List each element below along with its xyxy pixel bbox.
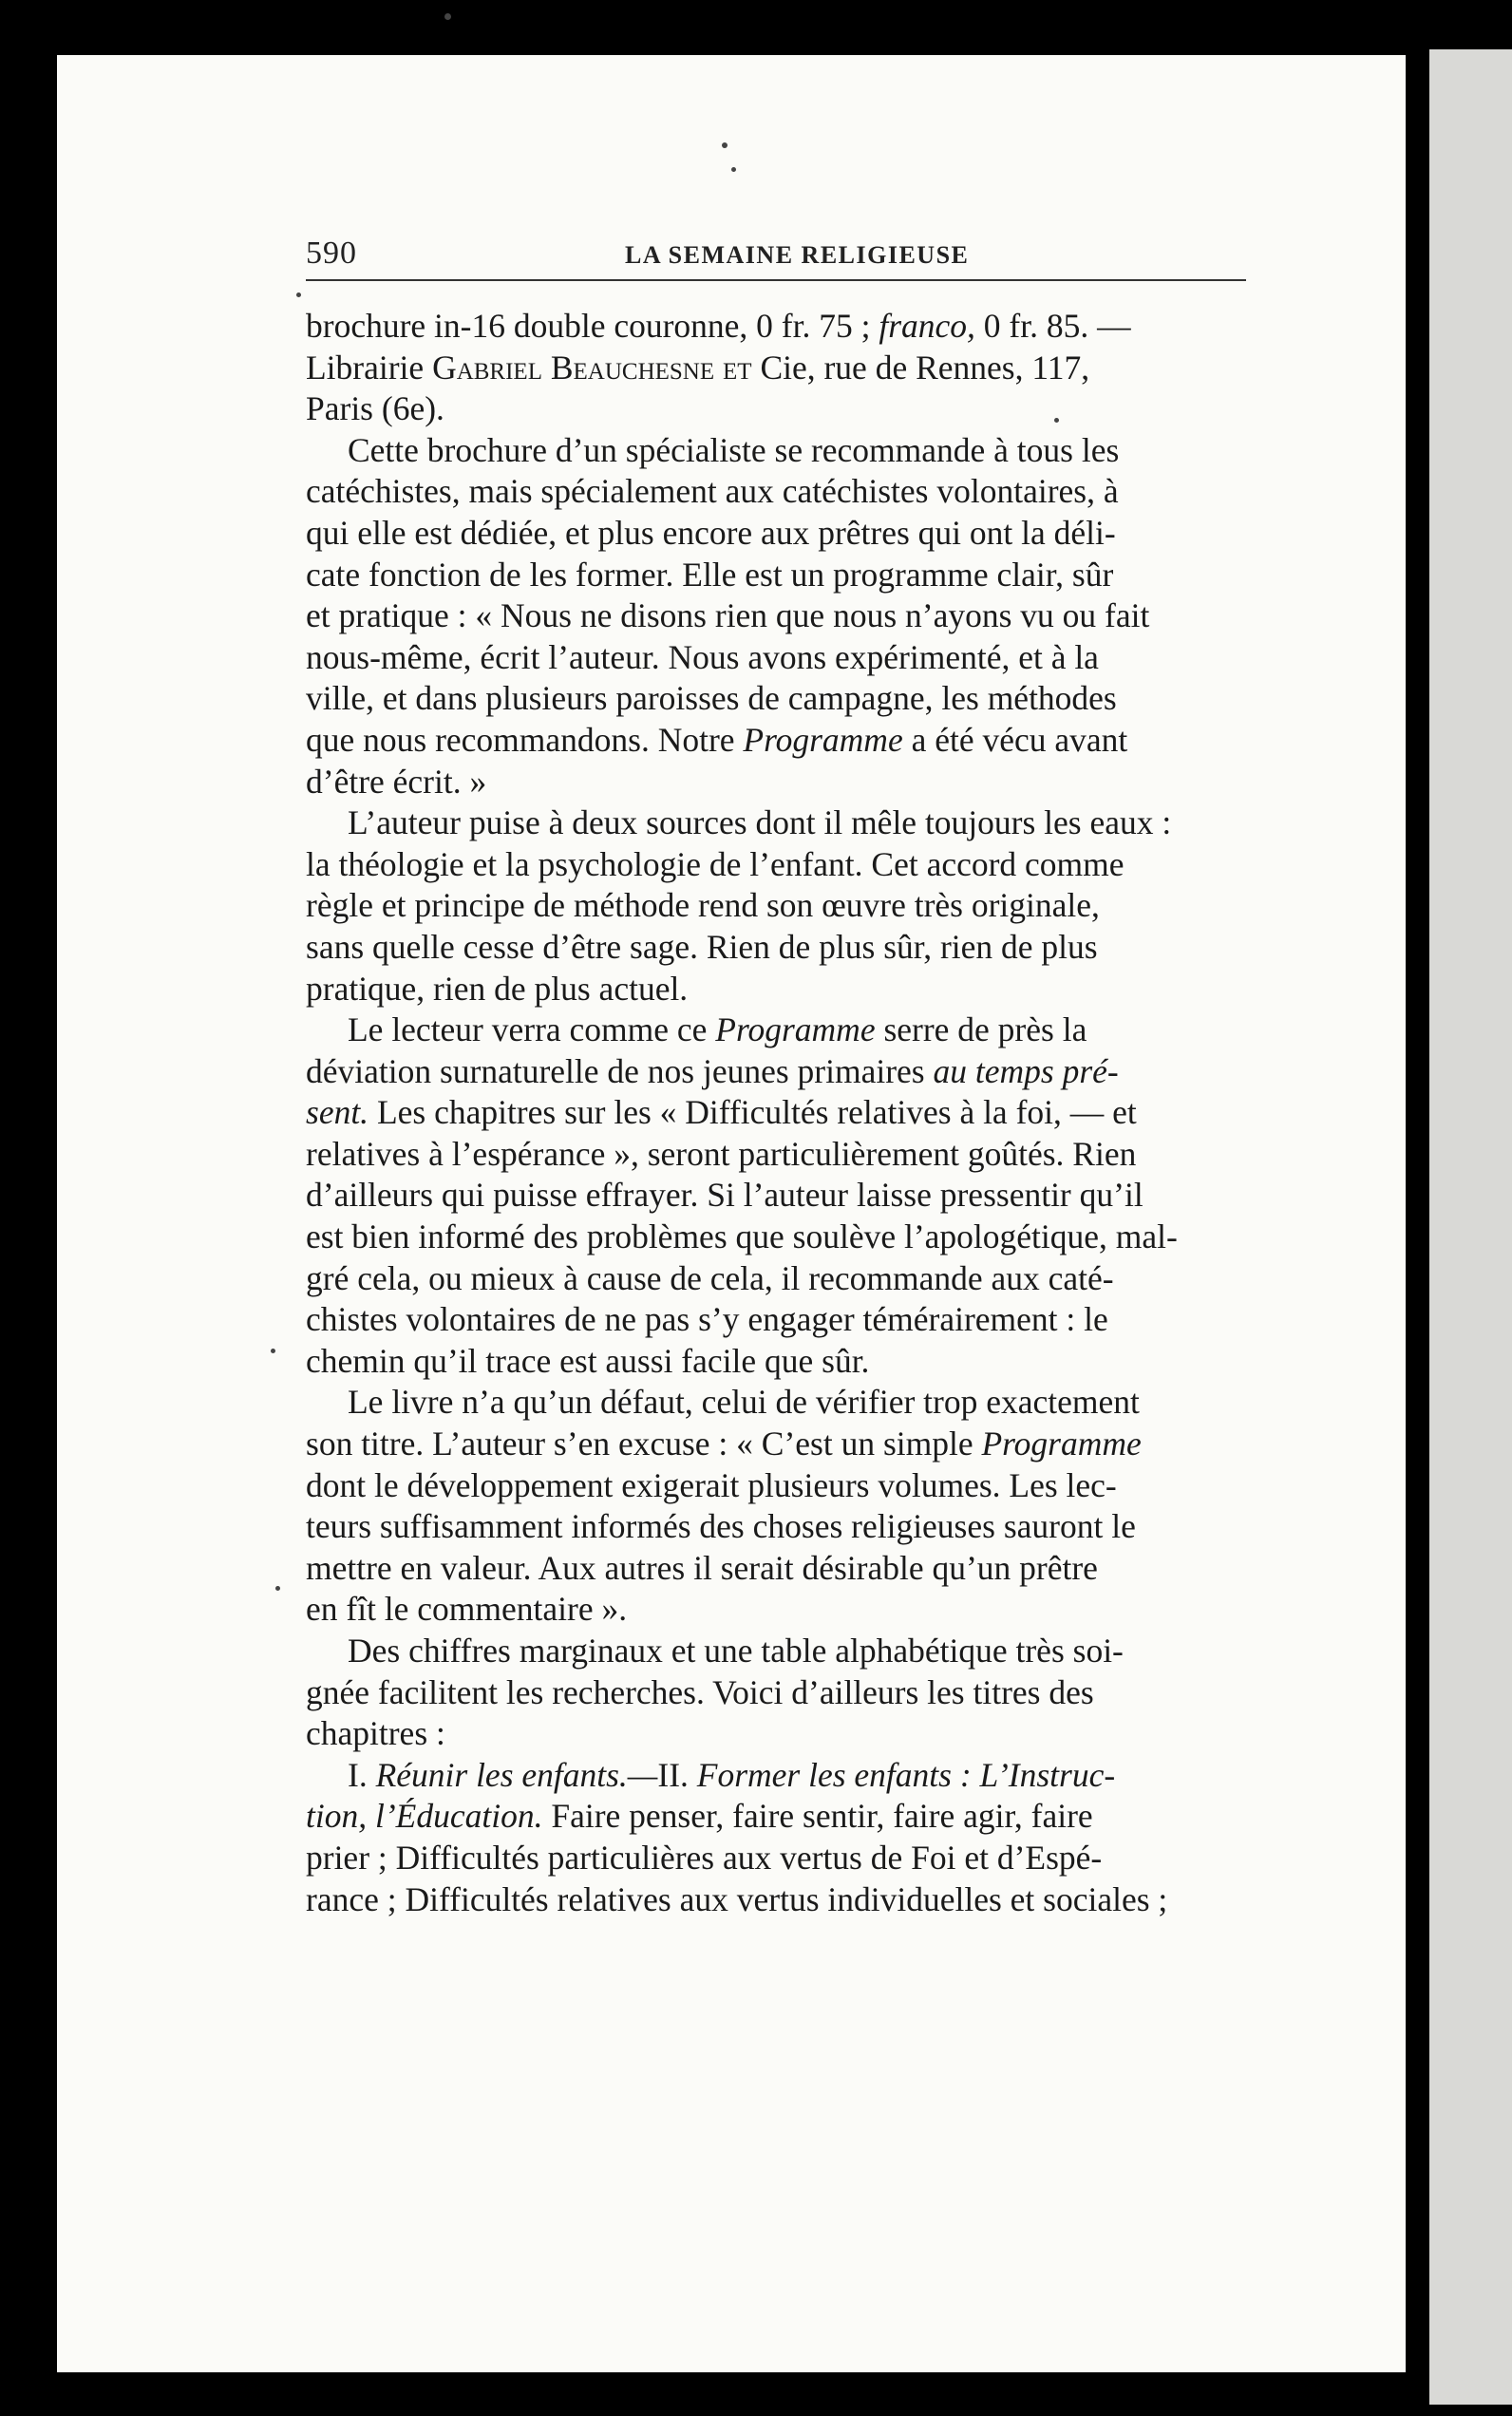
facing-page-edge [1429,49,1512,2405]
text-line: d’ailleurs qui puisse effrayer. Si l’auteur laisse pressentir qu’il [306,1176,1143,1215]
paragraph-defect [306,1382,1265,1631]
text-line: son titre. L’auteur s’en excuse : « C’est un simple Programme [306,1425,1142,1463]
text-line: est bien informé des problèmes que soulève l’apologétique, mal- [306,1217,1178,1256]
text-line: nous-même, écrit l’auteur. Nous avons expérimenté, et à la [306,637,1099,676]
text-line: d’être écrit. » [306,762,487,801]
header-rule [306,279,1246,281]
text-line: gnée facilitent les recherches. Voici d’ailleurs les titres des [306,1672,1094,1711]
text-line: prier ; Difficultés particulières aux vertus de Foi et d’Espé- [306,1838,1103,1877]
text-line: L’auteur puise à deux sources dont il mêle toujours les eaux : [348,803,1172,842]
paragraph-index [306,1631,1265,1755]
text-line: chemin qu’il trace est aussi facile que sûr. [306,1341,870,1380]
text-line: et pratique : « Nous ne disons rien que nous n’ayons vu ou fait [306,596,1150,635]
paragraph-reader [306,1010,1265,1382]
text-line: règle et principe de méthode rend son œuvre très originale, [306,886,1100,925]
text-line: Cette brochure d’un spécialiste se recommande à tous les [348,430,1120,469]
text-line: rance ; Difficultés relatives aux vertus individuelles et sociales ; [306,1879,1168,1918]
text-line: relatives à l’espérance », seront particulièrement goûtés. Rien [306,1134,1137,1173]
text-line: sent. Les chapitres sur les « Difficultés relatives à la foi, — et [306,1093,1137,1132]
page-number: 590 [306,236,357,271]
paragraph-sources [306,802,1265,1010]
text-line: en fît le commentaire ». [306,1590,628,1629]
text-line: que nous recommandons. Notre Programme a été vécu avant [306,720,1128,759]
text-line: dont le développement exigerait plusieurs volumes. Les lec- [306,1465,1117,1504]
text-line: Librairie Gabriel Beauchesne et Cie, rue de Rennes, 117, [306,348,1090,387]
text-line: déviation surnaturelle de nos jeunes primaires au temps pré- [306,1051,1119,1090]
text-line: la théologie et la psychologie de l’enfant. Cet accord comme [306,844,1125,883]
text-line: Le lecteur verra comme ce Programme serre de près la [348,1010,1087,1049]
text-line: catéchistes, mais spécialement aux catéchistes volontaires, à [306,472,1119,511]
text-line: teurs suffisamment informés des choses religieuses sauront le [306,1507,1136,1546]
paragraph-review-intro [306,430,1265,802]
text-line: chistes volontaires de ne pas s’y engager témérairement : le [306,1300,1108,1339]
text-line: Paris (6e). [306,389,444,428]
text-line: I. Réunir les enfants.—II. Former les enfants : L’Instruc- [348,1755,1116,1794]
running-title: LA SEMAINE RELIGIEUSE [625,241,970,269]
text-line: chapitres : [306,1714,445,1753]
text-line: ville, et dans plusieurs paroisses de campagne, les méthodes [306,679,1117,718]
text-line: Des chiffres marginaux et une table alphabétique très soi- [348,1632,1124,1670]
text-line: gré cela, ou mieux à cause de cela, il recommande aux caté- [306,1258,1114,1297]
text-line: Le livre n’a qu’un défaut, celui de vérifier trop exactement [348,1383,1140,1422]
paragraph-publication-details [306,306,1265,430]
text-line: sans quelle cesse d’être sage. Rien de plus sûr, rien de plus [306,927,1098,966]
text-line: pratique, rien de plus actuel. [306,969,689,1008]
text-line: qui elle est dédiée, et plus encore aux prêtres qui ont la déli- [306,513,1116,552]
text-line: mettre en valeur. Aux autres il serait désirable qu’un prêtre [306,1548,1098,1587]
text-line: brochure in-16 double couronne, 0 fr. 75 ; franco, 0 fr. 85. — [306,307,1131,345]
body-text [306,306,1265,1920]
paragraph-chapter-list [306,1755,1265,1920]
text-line: tion, l’Éducation. Faire penser, faire sentir, faire agir, faire [306,1797,1093,1836]
text-line: cate fonction de les former. Elle est un programme clair, sûr [306,555,1114,594]
running-header [306,236,1256,283]
